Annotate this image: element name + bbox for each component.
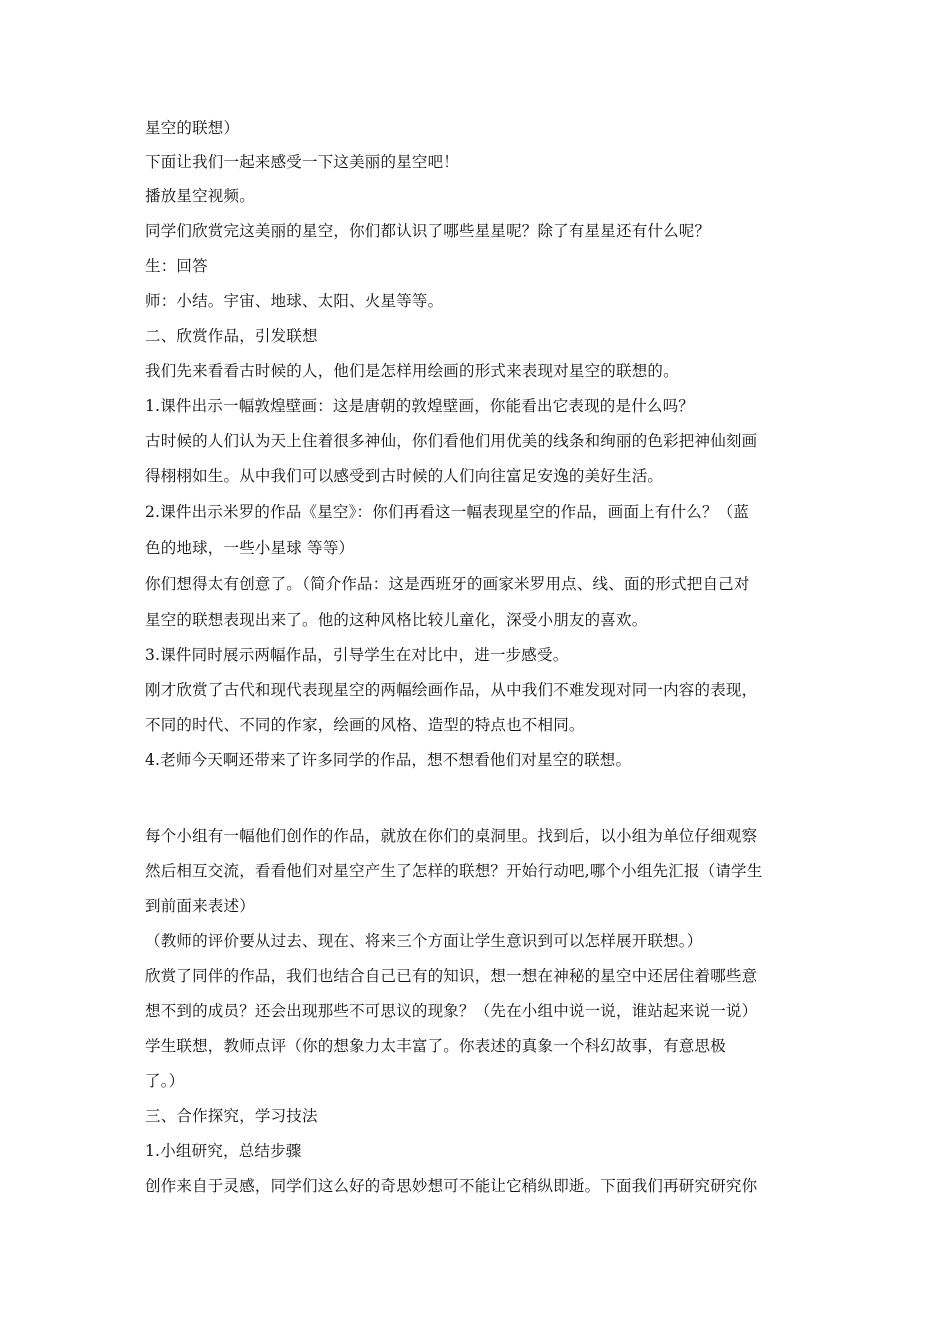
text-line: 得栩栩如生。从中我们可以感受到古时候的人们向往富足安逸的美好生活。 <box>145 467 664 485</box>
section-heading: 二、欣赏作品，引发联想 <box>145 327 318 345</box>
text-line: 生：回答 <box>145 257 208 275</box>
text-line: 星空的联想） <box>145 119 240 137</box>
text-line: 我们先来看看古时候的人，他们是怎样用绘画的形式来表现对星空的联想的。 <box>145 362 679 380</box>
text-line: 3.课件同时展示两幅作品，引导学生在对比中，进一步感受。 <box>145 646 569 664</box>
text-line: 了。） <box>145 1072 185 1090</box>
text-line: 师：小结。宇宙、地球、太阳、火星等等。 <box>145 292 444 310</box>
text-line: 色的地球，一些小星球 等等） <box>145 539 355 557</box>
text-line: 学生联想，教师点评（你的想象力太丰富了。你表述的真象一个科幻故事，有意思极 <box>145 1037 726 1055</box>
text-line: 4.老师今天啊还带来了许多同学的作品，想不想看他们对星空的联想。 <box>145 751 632 769</box>
text-line: （教师的评价要从过去、现在、将来三个方面让学生意识到可以怎样展开联想。） <box>145 932 703 950</box>
text-line: 每个小组有一幅他们创作的作品，就放在你们的桌洞里。找到后，以小组为单位仔细观察 <box>145 827 758 845</box>
text-line: 到前面来表述） <box>145 897 255 915</box>
text-line: 刚才欣赏了古代和现代表现星空的两幅绘画作品，从中我们不难发现对同一内容的表现， <box>145 681 758 699</box>
text-line: 1.小组研究，总结步骤 <box>145 1142 302 1160</box>
text-line: 古时候的人们认为天上住着很多神仙，你们看他们用优美的线条和绚丽的色彩把神仙刻画 <box>145 432 758 450</box>
text-line: 想不到的成员？还会出现那些不可思议的现象？（先在小组中说一说，谁站起来说一说） <box>145 1002 758 1020</box>
text-line: 1.课件出示一幅敦煌壁画：这是唐朝的敦煌壁画，你能看出它表现的是什么吗？ <box>145 397 694 415</box>
section-heading: 三、合作探究，学习技法 <box>145 1107 318 1125</box>
text-line: 星空的联想表现出来了。他的这种风格比较儿童化，深受小朋友的喜欢。 <box>145 611 648 629</box>
text-line: 播放星空视频。 <box>145 187 255 205</box>
text-line: 同学们欣赏完这美丽的星空，你们都认识了哪些星星呢？除了有星星还有什么呢？ <box>145 222 711 240</box>
text-line: 欣赏了同伴的作品，我们也结合自己已有的知识，想一想在神秘的星空中还居住着哪些意 <box>145 967 758 985</box>
text-line: 下面让我们一起来感受一下这美丽的星空吧！ <box>145 153 460 171</box>
text-line: 然后相互交流，看看他们对星空产生了怎样的联想？开始行动吧,哪个小组先汇报（请学生 <box>145 862 763 880</box>
text-line: 创作来自于灵感，同学们这么好的奇思妙想可不能让它稍纵即逝。下面我们再研究研究你 <box>145 1177 758 1195</box>
text-line: 你们想得太有创意了。（简介作品：这是西班牙的画家米罗用点、线、面的形式把自己对 <box>145 575 750 593</box>
text-line: 2.课件出示米罗的作品《星空》：你们再看这一幅表现星空的作品，画面上有什么？（蓝 <box>145 503 750 521</box>
text-line: 不同的时代、不同的作家，绘画的风格、造型的特点也不相同。 <box>145 716 585 734</box>
